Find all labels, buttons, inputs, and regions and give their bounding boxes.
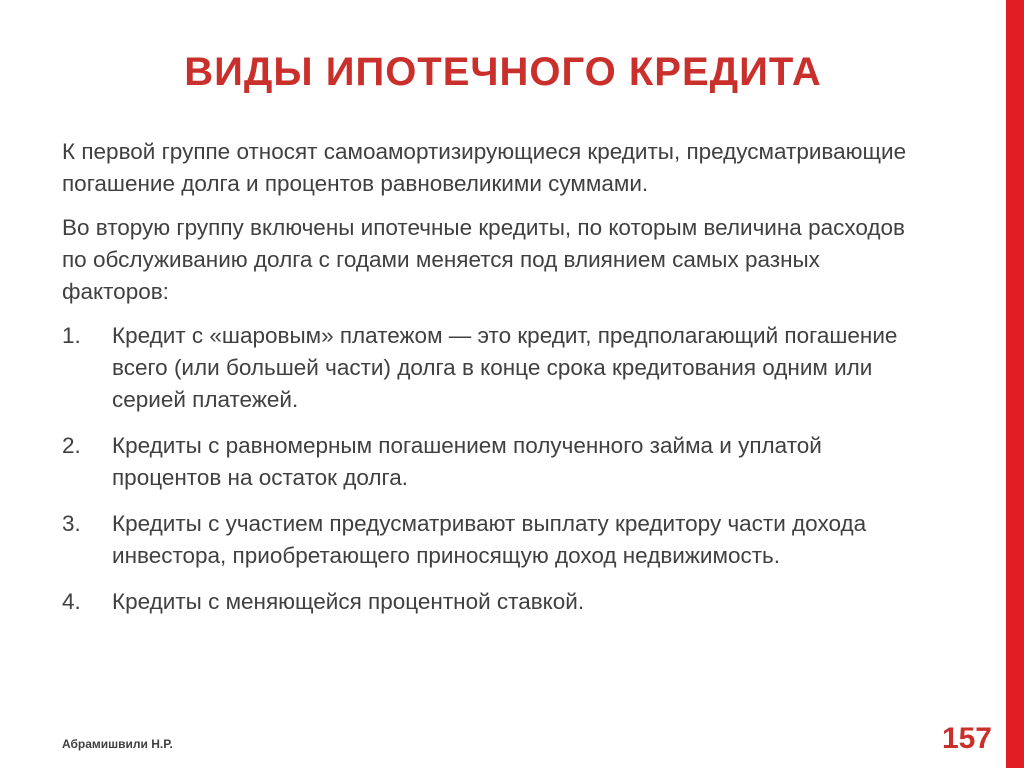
list-item-number: 2.: [62, 433, 81, 458]
slide-title: ВИДЫ ИПОТЕЧНОГО КРЕДИТА: [184, 50, 822, 94]
paragraph-first-group: К первой группе относят самоамортизирующиеся кредиты, предусматривающие погашение долга и процентов равновеликими суммами.: [62, 139, 907, 196]
credit-types-list: [62, 320, 912, 618]
list-item-number: 1.: [62, 323, 81, 348]
author-name: Абрамишвили Н.Р.: [62, 737, 173, 751]
list-item: [62, 430, 912, 494]
list-item-text: Кредит с «шаровым» платежом — это кредит, предполагающий погашение всего (или большей части) долга в конце срока кредитования одним или серией платежей.: [112, 323, 898, 412]
list-item-text: Кредиты с равномерным погашением полученного займа и уплатой процентов на остаток долга.: [112, 433, 822, 490]
list-item: [62, 508, 912, 572]
list-item-text: Кредиты с участием предусматривают выплату кредитору части дохода инвестора, приобретающего приносящую доход недвижимость.: [112, 511, 867, 568]
list-item: [62, 320, 912, 416]
list-item-text: Кредиты с меняющейся процентной ставкой.: [112, 589, 585, 614]
paragraph-second-group: Во вторую группу включены ипотечные кредиты, по которым величина расходов по обслуживанию долга с годами меняется под влиянием самых разных факторов:: [62, 215, 905, 304]
slide-content: [62, 136, 912, 632]
page-number: 157: [941, 722, 992, 755]
list-item-number: 4.: [62, 589, 81, 614]
list-item-number: 3.: [62, 511, 81, 536]
accent-bar: [1006, 0, 1024, 768]
list-item: [62, 586, 912, 618]
